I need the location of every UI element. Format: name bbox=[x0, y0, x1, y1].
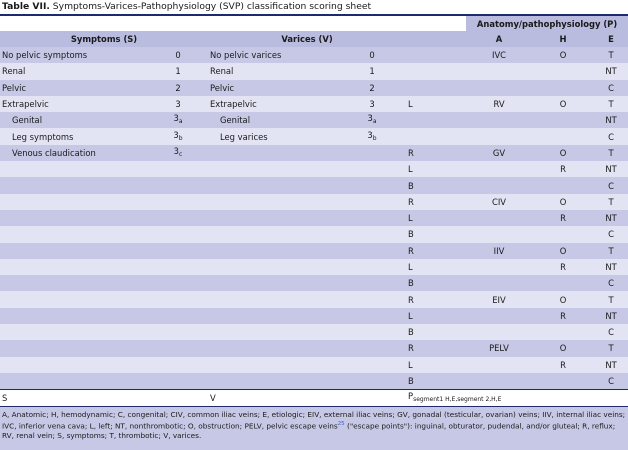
varices-score-cell-text: 1 bbox=[369, 66, 375, 77]
varices-score-cell bbox=[338, 96, 406, 112]
hemodynamic-cell bbox=[532, 80, 594, 96]
side-cell bbox=[406, 373, 466, 390]
varices-cell bbox=[208, 47, 338, 63]
symptom-cell bbox=[0, 128, 148, 144]
side-cell bbox=[406, 177, 466, 193]
pathophysiology-total-subscript: segment1 H,E,segment 2,H,E bbox=[413, 396, 502, 404]
table-row bbox=[0, 226, 628, 242]
varices-score-cell bbox=[338, 47, 406, 63]
etiologic-cell-text: T bbox=[608, 196, 614, 207]
hemodynamic-cell bbox=[532, 324, 594, 340]
table-row bbox=[0, 210, 628, 226]
anatomic-cell-text: IVC bbox=[491, 50, 507, 61]
symptom-cell bbox=[0, 47, 148, 63]
anatomic-cell bbox=[466, 275, 532, 291]
side-cell bbox=[406, 308, 466, 324]
side-cell-text: B bbox=[408, 229, 414, 240]
side-cell-text: L bbox=[408, 262, 413, 272]
symptom-score-cell bbox=[148, 177, 208, 193]
side-cell bbox=[406, 291, 466, 307]
etiologic-cell-text: C bbox=[608, 278, 614, 289]
side-cell bbox=[406, 210, 466, 226]
side-cell bbox=[406, 47, 466, 63]
symptom-score-cell-subscript: b bbox=[178, 134, 183, 142]
hemodynamic-cell-text: O bbox=[559, 343, 567, 354]
symptom-cell bbox=[0, 80, 148, 96]
table-caption bbox=[0, 0, 628, 13]
table-row bbox=[0, 340, 628, 356]
pathophysiology-total bbox=[406, 390, 628, 407]
varices-cell-text: Extrapelvic bbox=[210, 99, 257, 110]
symptoms-header: Symptoms (S) bbox=[0, 31, 208, 47]
table-row bbox=[0, 259, 628, 275]
anatomic-cell bbox=[466, 291, 532, 307]
etiologic-cell bbox=[594, 47, 628, 63]
hemodynamic-cell bbox=[532, 128, 594, 144]
hemodynamic-cell bbox=[532, 357, 594, 373]
etiologic-cell-text: NT bbox=[605, 310, 617, 321]
hemodynamic-cell-text: R bbox=[560, 359, 566, 370]
etiologic-cell bbox=[594, 177, 628, 193]
varices-cell bbox=[208, 324, 338, 340]
side-cell bbox=[406, 324, 466, 340]
etiologic-cell-text: T bbox=[608, 50, 614, 61]
varices-score-cell bbox=[338, 161, 406, 177]
etiologic-cell bbox=[594, 243, 628, 259]
symptom-cell bbox=[0, 177, 148, 193]
anatomic-cell bbox=[466, 340, 532, 356]
table-row bbox=[0, 357, 628, 373]
symptom-cell-text: Renal bbox=[2, 66, 26, 77]
etiologic-cell bbox=[594, 373, 628, 390]
symptom-score-cell-text: 0 bbox=[175, 50, 181, 61]
symptom-score-cell bbox=[148, 357, 208, 373]
symptom-cell-text: No pelvic symptoms bbox=[2, 50, 88, 61]
side-cell-text: R bbox=[408, 245, 414, 256]
varices-score-cell-text: 3 bbox=[367, 129, 373, 140]
side-cell-text: R bbox=[408, 147, 414, 158]
anatomic-cell bbox=[466, 259, 532, 275]
symptom-cell-text: Extrapelvic bbox=[2, 99, 49, 110]
etiologic-cell bbox=[594, 80, 628, 96]
etiologic-cell-text: NT bbox=[605, 115, 617, 126]
symptom-score-cell bbox=[148, 63, 208, 79]
hemodynamic-cell bbox=[532, 161, 594, 177]
table-row bbox=[0, 128, 628, 144]
symptom-score-cell bbox=[148, 47, 208, 63]
etiologic-cell bbox=[594, 161, 628, 177]
varices-cell-text: Renal bbox=[210, 66, 234, 77]
hemodynamic-cell bbox=[532, 210, 594, 226]
symptom-score-cell bbox=[148, 112, 208, 128]
varices-cell-text: No pelvic varices bbox=[210, 50, 282, 61]
etiologic-cell-text: T bbox=[608, 99, 614, 110]
symptom-score-cell bbox=[148, 128, 208, 144]
table-row bbox=[0, 63, 628, 79]
table-row bbox=[0, 243, 628, 259]
table-row bbox=[0, 161, 628, 177]
hemodynamic-cell-text: O bbox=[559, 50, 567, 61]
etiologic-cell bbox=[594, 308, 628, 324]
varices-cell bbox=[208, 194, 338, 210]
symptom-score-cell bbox=[148, 226, 208, 242]
side-cell-text: R bbox=[408, 196, 414, 207]
varices-score-cell bbox=[338, 324, 406, 340]
anatomic-cell-text: RV bbox=[493, 99, 505, 110]
table-row bbox=[0, 80, 628, 96]
anatomic-cell-text: EIV bbox=[492, 294, 506, 305]
hemodynamic-cell bbox=[532, 63, 594, 79]
etiologic-cell bbox=[594, 291, 628, 307]
etiologic-cell bbox=[594, 63, 628, 79]
etiologic-cell-text: T bbox=[608, 245, 614, 256]
varices-cell bbox=[208, 112, 338, 128]
varices-score-cell bbox=[338, 80, 406, 96]
table-footnote bbox=[0, 406, 628, 450]
side-cell-text: L bbox=[408, 359, 413, 370]
varices-score-cell bbox=[338, 243, 406, 259]
symptom-score-cell bbox=[148, 210, 208, 226]
hemodynamic-header: H bbox=[532, 31, 594, 47]
symptom-cell-text: Genital bbox=[12, 115, 43, 126]
side-cell-text: R bbox=[408, 294, 414, 305]
symptom-cell bbox=[0, 308, 148, 324]
hemodynamic-cell bbox=[532, 145, 594, 161]
symptom-score-cell-text: 1 bbox=[175, 66, 181, 77]
side-cell-text: L bbox=[408, 213, 413, 224]
etiologic-cell bbox=[594, 226, 628, 242]
varices-score-cell bbox=[338, 259, 406, 275]
svp-scoring-table bbox=[0, 16, 628, 406]
etiologic-cell bbox=[594, 275, 628, 291]
varices-score-cell-text: 0 bbox=[369, 50, 375, 61]
hemodynamic-cell-text: R bbox=[560, 310, 566, 321]
table-row bbox=[0, 291, 628, 307]
hemodynamic-cell bbox=[532, 177, 594, 193]
anatomic-cell bbox=[466, 128, 532, 144]
anatomic-cell bbox=[466, 47, 532, 63]
etiologic-cell bbox=[594, 357, 628, 373]
etiologic-cell-text: NT bbox=[605, 66, 617, 77]
anatomic-cell bbox=[466, 63, 532, 79]
etiologic-cell-text: C bbox=[608, 131, 614, 142]
symptom-score-cell bbox=[148, 145, 208, 161]
varices-score-cell bbox=[338, 63, 406, 79]
varices-cell bbox=[208, 145, 338, 161]
anatomic-cell-text: PELV bbox=[489, 343, 509, 354]
symptom-cell bbox=[0, 340, 148, 356]
symptom-cell bbox=[0, 161, 148, 177]
hemodynamic-cell bbox=[532, 259, 594, 275]
footnote-reference[interactable]: 25 bbox=[337, 420, 345, 427]
symptom-score-cell-subscript: a bbox=[178, 118, 183, 126]
symptom-score-cell bbox=[148, 373, 208, 390]
etiologic-cell-text: C bbox=[608, 376, 614, 387]
side-cell bbox=[406, 259, 466, 275]
etiologic-cell bbox=[594, 96, 628, 112]
side-cell-text: L bbox=[408, 99, 413, 110]
side-cell bbox=[406, 96, 466, 112]
pathophysiology-total-label: P bbox=[408, 391, 414, 402]
varices-cell-text: Genital bbox=[220, 115, 251, 126]
symptoms-total: S bbox=[0, 390, 208, 407]
etiologic-cell-text: NT bbox=[605, 359, 617, 370]
side-cell-text: L bbox=[408, 310, 413, 321]
hemodynamic-cell bbox=[532, 373, 594, 390]
etiologic-cell-text: T bbox=[608, 294, 614, 305]
etiologic-cell bbox=[594, 145, 628, 161]
symptom-score-cell bbox=[148, 161, 208, 177]
side-cell-text: L bbox=[408, 164, 413, 175]
table-row bbox=[0, 308, 628, 324]
etiologic-cell bbox=[594, 324, 628, 340]
varices-cell bbox=[208, 308, 338, 324]
etiologic-cell-text: NT bbox=[605, 213, 617, 224]
symptom-cell bbox=[0, 63, 148, 79]
hemodynamic-cell-text: O bbox=[559, 196, 567, 207]
symptom-score-cell-text: 3 bbox=[173, 129, 179, 140]
varices-cell bbox=[208, 226, 338, 242]
side-cell bbox=[406, 340, 466, 356]
hemodynamic-cell bbox=[532, 291, 594, 307]
side-cell-text: B bbox=[408, 327, 414, 338]
side-cell bbox=[406, 63, 466, 79]
symptom-cell bbox=[0, 194, 148, 210]
varices-score-cell bbox=[338, 308, 406, 324]
table-row bbox=[0, 324, 628, 340]
symptom-cell bbox=[0, 145, 148, 161]
side-cell bbox=[406, 226, 466, 242]
hemodynamic-cell bbox=[532, 96, 594, 112]
symptom-score-cell bbox=[148, 291, 208, 307]
etiologic-cell-text: NT bbox=[605, 164, 617, 175]
anatomic-cell bbox=[466, 308, 532, 324]
varices-cell bbox=[208, 161, 338, 177]
hemodynamic-cell bbox=[532, 226, 594, 242]
anatomic-cell-text: CIV bbox=[491, 196, 507, 207]
varices-cell bbox=[208, 373, 338, 390]
varices-cell bbox=[208, 96, 338, 112]
symptom-cell bbox=[0, 291, 148, 307]
side-cell-text: B bbox=[408, 278, 414, 289]
table-caption-label: Table VII. bbox=[2, 1, 50, 12]
table-row bbox=[0, 373, 628, 390]
hemodynamic-cell bbox=[532, 112, 594, 128]
varices-total: V bbox=[208, 390, 406, 407]
symptom-cell bbox=[0, 373, 148, 390]
symptom-cell-text: Venous claudication bbox=[12, 147, 96, 158]
varices-score-cell-subscript: b bbox=[372, 134, 377, 142]
varices-cell bbox=[208, 291, 338, 307]
varices-score-cell bbox=[338, 128, 406, 144]
totals-row bbox=[0, 390, 628, 407]
varices-cell bbox=[208, 243, 338, 259]
hemodynamic-cell-text: O bbox=[559, 294, 567, 305]
etiologic-cell-text: C bbox=[608, 82, 614, 93]
table-row bbox=[0, 96, 628, 112]
anatomic-cell bbox=[466, 80, 532, 96]
anatomy-group-header: Anatomy/pathophysiology (P) bbox=[466, 16, 628, 31]
varices-cell bbox=[208, 357, 338, 373]
footnote-text-after: ("escape points"): inguinal, obturator, pudendal, and/or gluteal; R, reflux; RV, renal vein; S, symptoms; T, thrombotic; V, varices. bbox=[2, 421, 616, 440]
anatomic-cell bbox=[466, 373, 532, 390]
varices-score-cell-text: 2 bbox=[369, 82, 375, 93]
anatomic-cell bbox=[466, 161, 532, 177]
varices-cell-text: Leg varices bbox=[220, 131, 268, 142]
hemodynamic-cell-text: R bbox=[560, 213, 566, 224]
etiologic-cell-text: C bbox=[608, 180, 614, 191]
etiologic-cell-text: T bbox=[608, 147, 614, 158]
anatomic-cell bbox=[466, 210, 532, 226]
etiologic-cell bbox=[594, 340, 628, 356]
varices-cell bbox=[208, 275, 338, 291]
etiologic-cell bbox=[594, 194, 628, 210]
symptom-score-cell-text: 3 bbox=[173, 113, 179, 124]
table-row bbox=[0, 275, 628, 291]
hemodynamic-cell bbox=[532, 243, 594, 259]
anatomic-cell-text: GV bbox=[492, 147, 506, 158]
side-cell bbox=[406, 357, 466, 373]
symptom-score-cell-text: 3 bbox=[173, 145, 180, 156]
side-cell bbox=[406, 80, 466, 96]
hemodynamic-cell-text: R bbox=[560, 262, 566, 272]
varices-score-cell bbox=[338, 112, 406, 128]
symptom-cell-text: Leg symptoms bbox=[12, 131, 74, 142]
varices-score-cell bbox=[338, 194, 406, 210]
varices-score-cell bbox=[338, 340, 406, 356]
anatomic-cell bbox=[466, 243, 532, 259]
symptom-cell-text: Pelvic bbox=[2, 82, 27, 93]
header-row-columns bbox=[0, 31, 628, 47]
symptom-cell bbox=[0, 226, 148, 242]
varices-score-cell bbox=[338, 357, 406, 373]
table-row bbox=[0, 47, 628, 63]
symptom-cell bbox=[0, 96, 148, 112]
symptom-cell bbox=[0, 259, 148, 275]
varices-header: Varices (V) bbox=[208, 31, 406, 47]
varices-score-cell bbox=[338, 291, 406, 307]
hemodynamic-cell-text: O bbox=[559, 99, 567, 110]
varices-score-cell-text: 3 bbox=[367, 113, 373, 124]
symptom-score-cell bbox=[148, 275, 208, 291]
varices-score-cell bbox=[338, 226, 406, 242]
side-cell bbox=[406, 243, 466, 259]
side-cell-text: B bbox=[408, 376, 414, 387]
side-cell bbox=[406, 128, 466, 144]
side-cell-text: R bbox=[408, 343, 414, 354]
symptom-cell bbox=[0, 357, 148, 373]
side-cell bbox=[406, 145, 466, 161]
symptom-score-cell-text: 3 bbox=[175, 99, 181, 110]
side-cell bbox=[406, 112, 466, 128]
symptom-cell bbox=[0, 243, 148, 259]
anatomic-cell-text: IIV bbox=[493, 245, 505, 256]
varices-cell-text: Pelvic bbox=[210, 82, 235, 93]
hemodynamic-cell bbox=[532, 47, 594, 63]
hemodynamic-cell-text: O bbox=[559, 147, 567, 158]
side-cell-text: B bbox=[408, 180, 414, 191]
symptom-cell bbox=[0, 112, 148, 128]
varices-score-cell bbox=[338, 145, 406, 161]
symptom-score-cell bbox=[148, 80, 208, 96]
varices-cell bbox=[208, 177, 338, 193]
header-row-group bbox=[0, 16, 628, 31]
etiologic-cell-text: C bbox=[608, 229, 614, 240]
varices-cell bbox=[208, 128, 338, 144]
table-row bbox=[0, 145, 628, 161]
symptom-score-cell-subscript: c bbox=[179, 150, 183, 158]
varices-cell bbox=[208, 63, 338, 79]
anatomic-cell bbox=[466, 357, 532, 373]
varices-cell bbox=[208, 80, 338, 96]
symptom-score-cell bbox=[148, 308, 208, 324]
etiologic-cell bbox=[594, 128, 628, 144]
anatomic-cell bbox=[466, 112, 532, 128]
symptom-score-cell bbox=[148, 259, 208, 275]
anatomic-cell bbox=[466, 145, 532, 161]
symptom-score-cell-text: 2 bbox=[175, 82, 181, 93]
anatomic-header: A bbox=[466, 31, 532, 47]
side-cell bbox=[406, 275, 466, 291]
symptom-cell bbox=[0, 324, 148, 340]
varices-score-cell bbox=[338, 373, 406, 390]
symptom-cell bbox=[0, 210, 148, 226]
etiologic-cell bbox=[594, 259, 628, 275]
anatomic-cell bbox=[466, 96, 532, 112]
symptom-cell bbox=[0, 275, 148, 291]
anatomic-cell bbox=[466, 194, 532, 210]
etiologic-cell-text: NT bbox=[605, 262, 617, 272]
hemodynamic-cell bbox=[532, 194, 594, 210]
anatomic-cell bbox=[466, 324, 532, 340]
anatomic-cell bbox=[466, 177, 532, 193]
side-cell bbox=[406, 161, 466, 177]
symptom-score-cell bbox=[148, 324, 208, 340]
symptom-score-cell bbox=[148, 96, 208, 112]
symptom-score-cell bbox=[148, 243, 208, 259]
anatomic-cell bbox=[466, 226, 532, 242]
hemodynamic-cell bbox=[532, 340, 594, 356]
varices-cell bbox=[208, 340, 338, 356]
table-row bbox=[0, 112, 628, 128]
hemodynamic-cell-text: O bbox=[559, 245, 567, 256]
table-body bbox=[0, 47, 628, 390]
hemodynamic-cell bbox=[532, 308, 594, 324]
varices-cell bbox=[208, 210, 338, 226]
table-row bbox=[0, 177, 628, 193]
varices-score-cell-subscript: a bbox=[372, 118, 377, 126]
symptom-score-cell bbox=[148, 194, 208, 210]
varices-score-cell bbox=[338, 210, 406, 226]
table-row bbox=[0, 194, 628, 210]
etiologic-cell bbox=[594, 112, 628, 128]
side-cell bbox=[406, 194, 466, 210]
etiologic-cell bbox=[594, 210, 628, 226]
varices-cell bbox=[208, 259, 338, 275]
footnote-text-before: A, Anatomic; H, hemodynamic; C, congenital; CIV, common iliac veins; E, etiologic; EIV, external iliac veins; GV, gonadal (testicular, ovarian) veins; IIV, internal iliac veins; IVC, inferior vena cava; L, left; NT, nonthrombotic; O, obstruction; PELV, pelvic escape veins bbox=[2, 410, 626, 431]
hemodynamic-cell-text: R bbox=[560, 164, 566, 175]
varices-score-cell bbox=[338, 275, 406, 291]
hemodynamic-cell bbox=[532, 275, 594, 291]
varices-score-cell bbox=[338, 177, 406, 193]
etiologic-header: E bbox=[594, 31, 628, 47]
varices-score-cell-text: 3 bbox=[369, 99, 375, 110]
table-caption-text: Symptoms-Varices-Pathophysiology (SVP) classification scoring sheet bbox=[52, 1, 372, 12]
etiologic-cell-text: T bbox=[608, 343, 614, 354]
etiologic-cell-text: C bbox=[608, 327, 614, 338]
symptom-score-cell bbox=[148, 340, 208, 356]
